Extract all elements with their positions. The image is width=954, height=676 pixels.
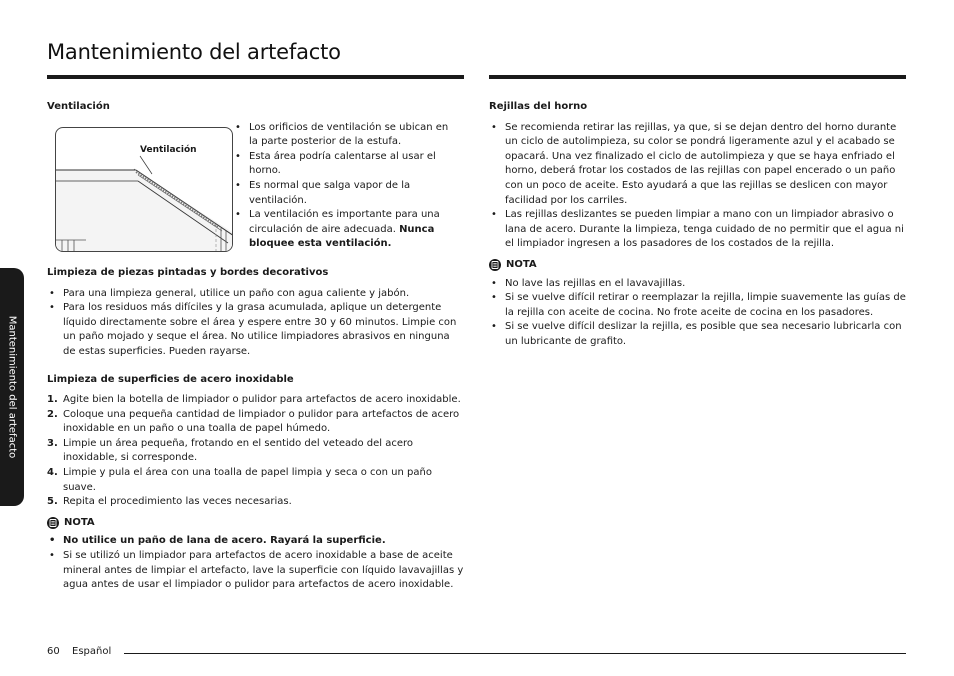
steel-step [47, 495, 464, 510]
steel-heading: Limpieza de superficies de acero inoxidable [47, 373, 294, 385]
ventilation-heading: Ventilación [47, 101, 110, 112]
racks-heading: Rejillas del horno [489, 101, 588, 112]
steel-step [47, 466, 464, 495]
steel-step [47, 393, 464, 408]
painted-bullet-list [47, 287, 464, 360]
step-text: Repita el procedimiento las veces necesarias. [63, 496, 292, 508]
ventilation-bullet: • Esta área podría calentarse al usar el horno. [233, 150, 455, 179]
step-text: Coloque una pequeña cantidad de limpiador o pulidor para artefactos de acero inoxidable en un paño o una toalla de papel húmedo. [63, 408, 460, 435]
ventilation-figure-label: Ventilación [140, 144, 197, 155]
steel-note-bullet: • Si se utilizó un limpiador para artefactos de acero inoxidable a base de aceite mineral antes de limpiar el artefacto, lave la superficie con líquido lavavajillas y agua antes de usar el limpiador o pulidor para artefactos de acero inoxidable. [47, 549, 464, 593]
footer-language: Español [72, 646, 112, 657]
racks-note-bullet: • Si se vuelve difícil deslizar la rejilla, es posible que sea necesario lubricarla con un lubricante de grafito. [489, 320, 906, 349]
steel-note-header [47, 516, 464, 531]
left-column [47, 100, 464, 593]
page-number: 60 [47, 646, 60, 657]
racks-note-list [489, 277, 906, 350]
racks-bullet-list [489, 121, 906, 252]
painted-bullet: • Para una limpieza general, utilice un paño con agua caliente y jabón. [47, 287, 464, 302]
footer-rule [124, 653, 906, 654]
ventilation-bullet-list [233, 121, 455, 252]
steel-note-bullet: • No utilice un paño de lana de acero. Rayará la superficie. [47, 534, 464, 549]
racks-note-bullet: • No lave las rejillas en el lavavajillas. [489, 277, 906, 292]
ventilation-bullet: • Los orificios de ventilación se ubican en la parte posterior de la estufa. [233, 121, 455, 150]
page-title: Mantenimiento del artefacto [47, 40, 341, 64]
steel-step [47, 437, 464, 466]
steel-step [47, 408, 464, 437]
painted-heading: Limpieza de piezas pintadas y bordes decorativos [47, 266, 329, 278]
title-rule-left [47, 75, 464, 79]
steel-note-list [47, 534, 464, 592]
steel-steps-list [47, 393, 464, 510]
chapter-side-tab-label: Mantenimiento del artefacto [6, 315, 18, 459]
step-text: Limpie y pula el área con una toalla de papel limpia y seca o con un paño suave. [63, 467, 432, 493]
note-icon [47, 517, 59, 529]
racks-bullet: • Se recomienda retirar las rejillas, ya que, si se dejan dentro del horno durante un ciclo de autolimpieza, su color se pondrá ligeramente azul y el acabado se opacará. Una vez finalizado el ciclo de autolimpieza y que se haya enfriado el horno, deberá frotar los costados de las rejillas con papel encerado o un paño con un poco de aceite. Esto ayudará a que las rejillas se deslicen con mayor facilidad por los carriles. [489, 121, 906, 209]
step-number: 3. [47, 437, 58, 449]
ventilation-warning: Nunca bloquee esta ventilación. [249, 223, 435, 250]
right-column [489, 100, 906, 350]
title-rule-right [489, 75, 906, 79]
step-number: 5. [47, 496, 58, 508]
ventilation-bullet-text: La ventilación es importante para una circulación de aire adecuada. [249, 209, 440, 235]
racks-bullet: • Las rejillas deslizantes se pueden limpiar a mano con un limpiador abrasivo o lana de acero. Durante la limpieza, tenga cuidado de no permitir que el agua ni el limpiador ingresen a los pasadores de los costados de la rejilla. [489, 208, 906, 252]
step-number: 2. [47, 408, 58, 420]
painted-bullet: • Para los residuos más difíciles y la grasa acumulada, aplique un detergente líquido directamente sobre el área y espere entre 30 y 60 minutos. Limpie con un paño mojado y seque el área. No utilice limpiadores abrasivos en ninguna de estas superficies. Pueden rayarse. [47, 301, 464, 359]
note-label: NOTA [64, 516, 95, 528]
racks-note-bullet: • Si se vuelve difícil retirar o reemplazar la rejilla, limpie suavemente las guías de la rejilla con aceite de cocina. No frote aceite de cocina en los pasadores. [489, 291, 906, 320]
note-label: NOTA [506, 258, 537, 270]
step-text: Limpie un área pequeña, frotando en el sentido del veteado del acero inoxidable, si corresponde. [63, 437, 414, 464]
ventilation-bullet [233, 208, 455, 252]
step-text: Agite bien la botella de limpiador o pulidor para artefactos de acero inoxidable. [63, 394, 461, 406]
ventilation-illustration [55, 127, 233, 252]
ventilation-section [47, 121, 464, 252]
racks-note-header [489, 258, 906, 273]
step-number: 1. [47, 394, 58, 406]
note-icon [489, 259, 501, 271]
step-number: 4. [47, 467, 58, 479]
ventilation-bullet: • Es normal que salga vapor de la ventilación. [233, 179, 455, 208]
